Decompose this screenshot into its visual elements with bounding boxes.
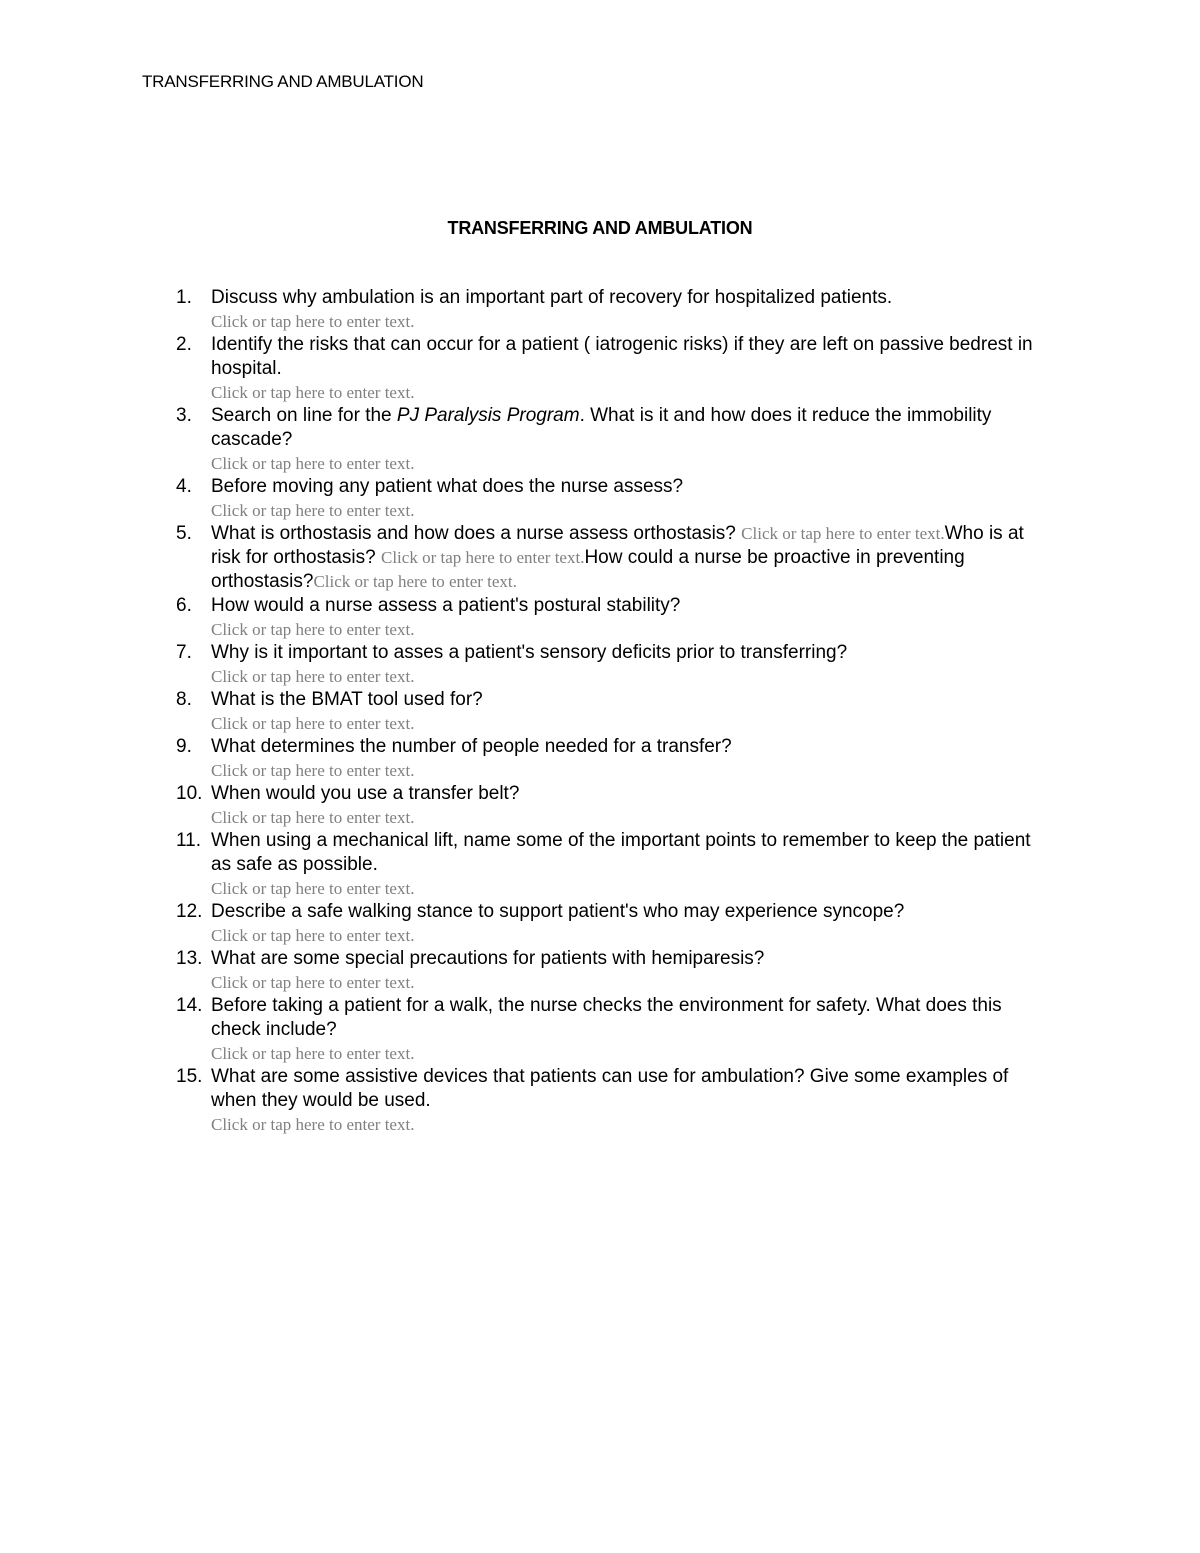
answer-field[interactable]: Click or tap here to enter text.	[211, 879, 415, 898]
question-text-prefix: Search on line for the	[211, 405, 397, 426]
question-number: 11.	[176, 830, 202, 851]
question-item-7	[0, 641, 1200, 688]
question-text: Discuss why ambulation is an important part of recovery for hospitalized patients.	[211, 287, 893, 308]
question-item-5	[0, 522, 1200, 594]
question-number: 2.	[176, 334, 192, 355]
question-text: What is the BMAT tool used for?	[211, 689, 483, 710]
question-text: Before moving any patient what does the nurse assess?	[211, 476, 684, 497]
question-item-10	[0, 782, 1200, 829]
question-text-part-1: What is orthostasis and how does a nurse assess orthostasis?	[211, 523, 742, 544]
question-number: 9.	[176, 736, 192, 757]
question-item-6	[0, 594, 1200, 641]
question-text: When using a mechanical lift, name some of the important points to remember to keep the patient as safe as possible.	[211, 830, 1031, 875]
question-text-part-2: Who is at risk for orthostasis?	[211, 523, 1024, 568]
question-number: 14.	[176, 995, 203, 1016]
question-item-15	[0, 1065, 1200, 1136]
question-item-2	[0, 333, 1200, 404]
question-item-4	[0, 475, 1200, 522]
answer-field-3[interactable]: Click or tap here to enter text.	[313, 572, 517, 591]
question-item-8	[0, 688, 1200, 735]
page-header: TRANSFERRING AND AMBULATION	[142, 72, 424, 91]
question-number: 15.	[176, 1066, 203, 1087]
question-item-14	[0, 994, 1200, 1065]
answer-field[interactable]: Click or tap here to enter text.	[211, 501, 415, 520]
question-text: Identify the risks that can occur for a patient ( iatrogenic risks) if they are left on passive bedrest in hospital.	[211, 334, 1033, 379]
answer-field[interactable]: Click or tap here to enter text.	[211, 1115, 415, 1134]
question-number: 12.	[176, 901, 203, 922]
question-number: 4.	[176, 476, 192, 497]
question-number: 8.	[176, 689, 192, 710]
answer-field[interactable]: Click or tap here to enter text.	[211, 973, 415, 992]
answer-field[interactable]: Click or tap here to enter text.	[211, 620, 415, 639]
question-text: Before taking a patient for a walk, the nurse checks the environment for safety. What does this check include?	[211, 995, 1002, 1040]
question-list	[0, 286, 1200, 1136]
question-number: 5.	[176, 523, 192, 544]
question-text: What determines the number of people needed for a transfer?	[211, 736, 732, 757]
answer-field[interactable]: Click or tap here to enter text.	[211, 312, 415, 331]
answer-field-1[interactable]: Click or tap here to enter text.	[741, 524, 945, 543]
question-number: 13.	[176, 948, 203, 969]
question-text: What are some assistive devices that patients can use for ambulation? Give some examples of when they would be used.	[211, 1066, 1009, 1111]
answer-field-2[interactable]: Click or tap here to enter text.	[381, 548, 585, 567]
question-item-12	[0, 900, 1200, 947]
question-text: When would you use a transfer belt?	[211, 783, 520, 804]
question-text-suffix: . What is it and how does it reduce the immobility cascade?	[211, 405, 992, 450]
answer-field[interactable]: Click or tap here to enter text.	[211, 761, 415, 780]
document-title: TRANSFERRING AND AMBULATION	[447, 218, 753, 238]
question-number: 7.	[176, 642, 192, 663]
question-number: 1.	[176, 287, 192, 308]
question-item-11	[0, 829, 1200, 900]
answer-field[interactable]: Click or tap here to enter text.	[211, 1044, 415, 1063]
question-number: 6.	[176, 595, 192, 616]
question-number: 3.	[176, 405, 192, 426]
question-number: 10.	[176, 783, 203, 804]
answer-field[interactable]: Click or tap here to enter text.	[211, 808, 415, 827]
answer-field[interactable]: Click or tap here to enter text.	[211, 383, 415, 402]
answer-field[interactable]: Click or tap here to enter text.	[211, 714, 415, 733]
question-text: Why is it important to asses a patient's sensory deficits prior to transferring?	[211, 642, 848, 663]
program-name: PJ Paralysis Program	[396, 405, 580, 426]
answer-field[interactable]: Click or tap here to enter text.	[211, 454, 415, 473]
question-text: What are some special precautions for patients with hemiparesis?	[211, 948, 765, 969]
question-item-13	[0, 947, 1200, 994]
question-text: How would a nurse assess a patient's postural stability?	[211, 595, 681, 616]
question-item-3	[0, 404, 1200, 475]
question-text-part-3: How could a nurse be proactive in preventing orthostasis?	[211, 547, 965, 592]
question-item-1	[0, 286, 1200, 333]
answer-field[interactable]: Click or tap here to enter text.	[211, 667, 415, 686]
question-text: Describe a safe walking stance to support patient's who may experience syncope?	[211, 901, 905, 922]
answer-field[interactable]: Click or tap here to enter text.	[211, 926, 415, 945]
question-item-9	[0, 735, 1200, 782]
